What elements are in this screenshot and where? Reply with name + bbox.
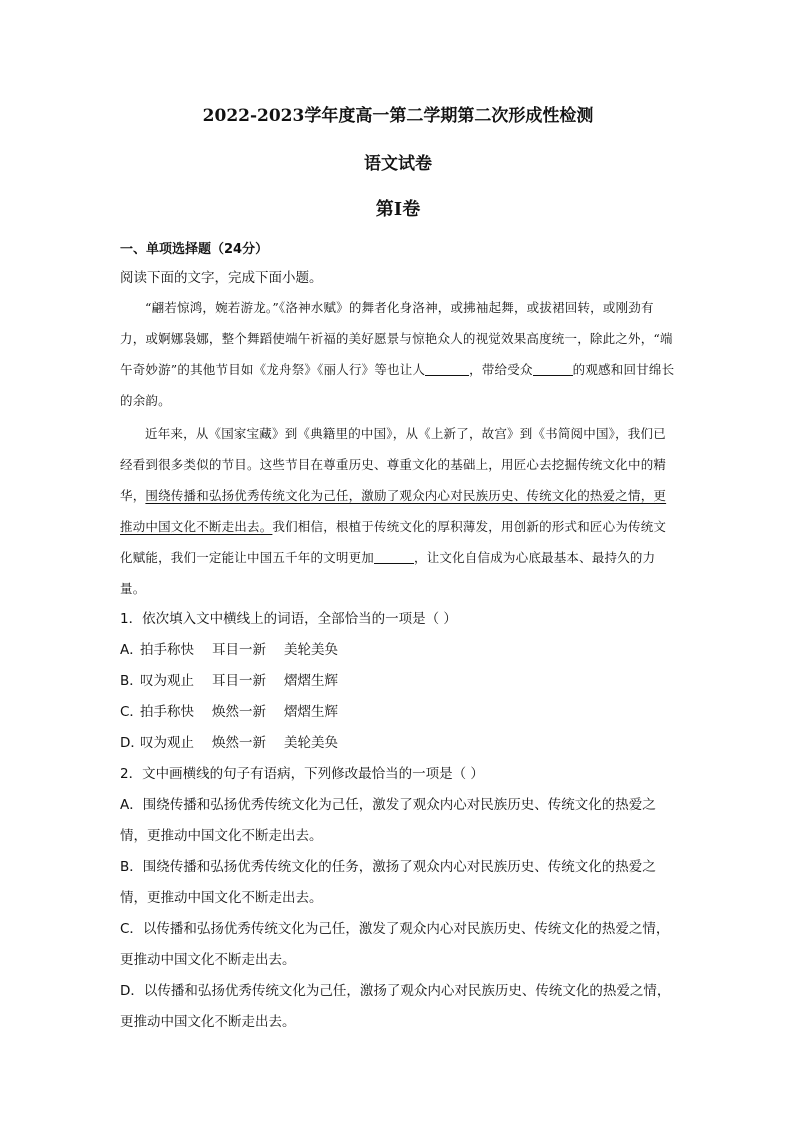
question-2 — [120, 759, 676, 1038]
underlined-sentence: 围绕传播和弘扬优秀传统文化为己任，激励了观众内心对民族历史、传统文化的热爱之情，更推动中国文化不断走出去。 — [120, 488, 667, 534]
section-instruction: 阅读下面的文字，完成下面小题。 — [120, 270, 323, 286]
fill-blank-2 — [533, 361, 573, 376]
passage-paragraph-2 — [120, 418, 676, 604]
option-term: 拍手称快 — [140, 642, 194, 658]
option-term: 美轮美奂 — [284, 642, 338, 658]
option-term: 焕然一新 — [212, 735, 266, 751]
passage-text: 我们相信，根植于传统文化的厚积薄发，用创新的形式和匠心为传统文化赋能，我们一定能让中国五千年的文明更加 — [120, 519, 667, 565]
option-label: A． — [120, 797, 143, 813]
passage-text: ，带给受众 — [469, 362, 533, 377]
option-text: 围绕传播和弘扬优秀传统文化的任务，激扬了观众内心对民族历史、传统文化的热爱之情，更推动中国文化不断走出去。 — [120, 859, 656, 906]
option-b[interactable] — [120, 852, 676, 914]
fill-blank-1 — [425, 361, 469, 376]
option-d[interactable] — [120, 728, 676, 759]
passage-text: ，让文化自信成为心底最基本、最持久的力量。 — [120, 550, 656, 596]
question-1 — [120, 604, 676, 759]
question-stem: 2．文中画横线的句子有语病，下列修改最恰当的一项是（ ） — [120, 766, 484, 782]
option-term: 耳目一新 — [212, 642, 266, 658]
section-heading: 一、单项选择题（24分） — [120, 242, 269, 257]
option-label: D． — [120, 983, 144, 999]
option-label: C． — [120, 921, 143, 937]
option-c[interactable] — [120, 697, 676, 728]
option-label: A． — [120, 642, 143, 658]
option-d[interactable] — [120, 976, 676, 1038]
option-term: 焕然一新 — [212, 704, 266, 720]
option-label: B． — [120, 673, 143, 689]
option-text: 以传播和弘扬优秀传统文化为己任，激发了观众内心对民族历史、传统文化的热爱之情，更推动中国文化不断走出去。 — [120, 921, 670, 968]
option-label: B． — [120, 859, 143, 875]
option-term: 叹为观止 — [140, 673, 194, 689]
question-stem: 1．依次填入文中横线上的词语，全部恰当的一项是（ ） — [120, 611, 457, 627]
passage-paragraph-1 — [120, 292, 676, 416]
option-term: 叹为观止 — [140, 735, 194, 751]
option-term: 拍手称快 — [140, 704, 194, 720]
passage-text: 近年来，从《国家宝藏》到《典籍里的中国》，从《上新了，故宫》到《书简阅中国》，我们已经看到很多类似的节目。这些节目在尊重历史、尊重文化的基础上，用匠心去挖掘传统文化中的精华， — [120, 426, 667, 503]
option-a[interactable] — [120, 635, 676, 666]
option-term: 美轮美奂 — [284, 735, 338, 751]
option-term: 耳目一新 — [212, 673, 266, 689]
volume-title: 第I卷 — [375, 199, 421, 220]
reading-passage — [120, 292, 676, 604]
option-label: D． — [120, 735, 144, 751]
option-label: C． — [120, 704, 143, 720]
exam-subtitle: 语文试卷 — [364, 154, 432, 174]
option-text: 以传播和弘扬优秀传统文化为己任，激扬了观众内心对民族历史、传统文化的热爱之情，更推动中国文化不断走出去。 — [120, 983, 671, 1030]
fill-blank-3 — [374, 549, 414, 564]
exam-title: 2022-2023学年度高一第二学期第二次形成性检测 — [202, 106, 594, 126]
passage-text: 的观感和回甘绵长的余韵。 — [120, 362, 675, 408]
option-term: 熠熠生辉 — [284, 673, 338, 689]
exam-page — [120, 100, 676, 1038]
option-a[interactable] — [120, 790, 676, 852]
passage-text: “翩若惊鸿，婉若游龙。”《洛神水赋》的舞者化身洛神，或拂袖起舞，或拔裙回转，或刚劲有力，或婀娜袅娜，整个舞蹈使端午祈福的美好愿景与惊艳众人的视觉效果高度统一，除此之外，“端午奇妙游”的其他节目如《龙舟祭》《丽人行》等也让人 — [120, 300, 673, 377]
option-c[interactable] — [120, 914, 676, 976]
option-term: 熠熠生辉 — [284, 704, 338, 720]
option-b[interactable] — [120, 666, 676, 697]
option-text: 围绕传播和弘扬优秀传统文化为己任，激发了观众内心对民族历史、传统文化的热爱之情，更推动中国文化不断走出去。 — [120, 797, 656, 844]
